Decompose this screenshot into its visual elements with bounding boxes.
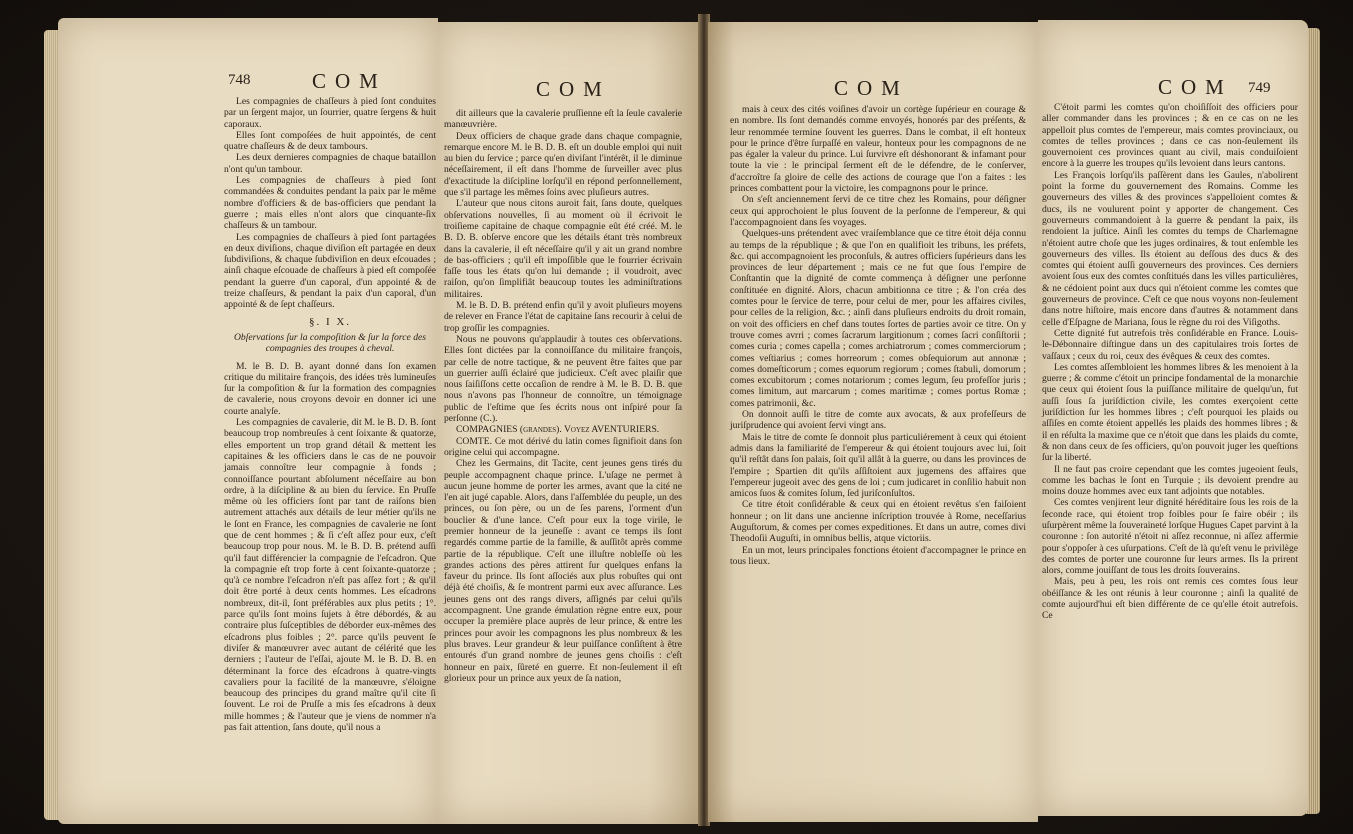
text-column — [730, 104, 1026, 567]
running-head-right: COM — [834, 76, 909, 100]
paragraph: Les comtes aſſembloient les hommes libres & les menoient à la guerre ; & comme c'étoit un principe fondamental de la monarchie que ceux qui étoient ſous la puiſſance militaire de quelqu'un, fut auſſi ſous ſa juriſdiction civile, les comtes exerçoient cette juriſdiction ſur les hommes libres ; c'eſt pourquoi les plaids ou aſſiſes en comte étoient appellés les plaids des hommes libres ; & il en réſulta la maxime que ce n'étoit que dans les plaids du comte, & non dans ceux de ſes officiers, qu'on pouvoit juger les queſtions ſur la liberté. — [1042, 361, 1298, 464]
paragraph: Les compagnies de chaſſeurs à pied ſont commandées & conduites pendant la paix par le même nombre d'officiers & de bas-officiers que pendant la guerre ; mais elles n'ont alors que cinquante-ſix chaſſeurs & un tambour. — [224, 175, 436, 232]
paragraph: C'étoit parmi les comtes qu'on choiſiſſoit des officiers pour aller commander dans les provinces ; & en ce cas on ne les appelloit plus comtes de l'empereur, mais comtes provinciaux, ou comtes de telles provinces ; dans ce cas non-ſeulement ils gouvernoient ces provinces quant au civil, mais conduiſoient encore à la guerre les troupes qu'ils levoient dans leurs cantons. — [1042, 102, 1298, 170]
page-number-left: 748 — [228, 72, 251, 88]
paragraph: Ces comtes venjirent leur dignité héréditaire ſous les rois de la ſeconde race, qui étoient trop foibles pour ſe faire obéir ; ils uſurpèrent même la ſouveraineté lorſque Hugues Capet parvint à la couronne : ſon autorité n'étoit ni aſſez reconnue, ni aſſez affermie pour s'oppoſer à ces uſurpations. C'eſt de là qu'eſt venu le privilège des comtes de porter une couronne ſur leurs armes. Ils la prirent alors, comme jouiſſant de tous les droits ſouverains. — [1042, 497, 1299, 577]
page-number-right: 749 — [1248, 80, 1271, 96]
paragraph: Deux officiers de chaque grade dans chaque compagnie, remarque encore M. le B. D. B. eſt un double emploi qui nuit au bien du ſervice ; parce qu'en diviſant l'intérêt, il le diminue néceſſairement, il eſt dans l'homme de ſurveiller avec plus d'exactitude la diſcipline lorſqu'il en répond perſonnellement, que s'il partage les mêmes ſoins avec pluſieurs autres. — [444, 130, 682, 199]
text-column — [1042, 102, 1298, 622]
right-page-column-2 — [1038, 20, 1308, 816]
paragraph: Nous ne pouvons qu'applaudir à toutes ces obſervations. Elles ſont dictées par la connoiſſance du militaire françois, par celle de notre tactique, & ne peuvent être faites que par un guerrier auſſi éclairé que judicieux. C'eſt avec plaiſir que nous ſaiſiſſons cette occaſion de rendre à M. le B. D. B. que nous n'avons pas l'honneur de connoître, un témoignage public de l'eſtime que ſes écrits nous ont inſpiré pour ſa perſonne (C.). — [444, 333, 682, 425]
paragraph: Les compagnies de cavalerie, dit M. le B. D. B. ſont beaucoup trop nombreuſes à cent ſoixante & quatorze, elles emportent un trop grand détail & mettent les capitaines & les officiers dans le cas de ne pouvoir jamais connoître leur compagnie à fonds ; connoiſſance pourtant abſolument néceſſaire au bon ordre, à la diſcipline & au bien du ſervice. En Pruſſe même où les officiers ſont par tant de raiſons bien autrement attachés aux détails de leur métier qu'ils ne le ſont en France, les compagnies de cavalerie ne ſont que de cent hommes ; & ſi c'eſt aſſez pour eux, c'eſt beaucoup trop pour nous. M. le B. D. B. prétend auſſi qu'il faut différencier la compagnie de l'eſcadron. Que la compagnie eſt trop forte à cent ſoixante-quatorze ; qu'à ce nombre l'eſcadron n'eſt pas aſſez fort ; & qu'il doit être porté à deux cents hommes. Les eſcadrons nombreux, dit-il, ſont préférables aux plus petits ; 1°. parce qu'ils ſont moins ſujets à être débordés, & au contraire plus ſuſceptibles de déborder eux-mêmes des eſcadrons plus foibles ; 2°. parce qu'ils peuvent ſe diviſer & manœuvrer avec autant de célérité que les derniers ; l'auteur de l'eſſai, ajoute M. le B. D. B. en déterminant la force des eſcadrons à quatre-vingts cavaliers pour la facilité de la manœuvre, s'éloigne beaucoup des principes du grand maître qu'il cite ſi ſouvent. Le roi de Pruſſe a mis ſes eſcadrons à deux mille hommes ; & l'auteur que je viens de nommer n'a pas fait attention, ſans doute, qu'il nous a — [224, 417, 436, 734]
paragraph: Quelques-uns prétendent avec vraiſemblance que ce titre étoit déja connu au temps de la république ; & que l'on en qualifioit les tribuns, les préfets, &c. qui accompagnoient les proconſuls, & autres officiers ſupérieurs dans les provinces de leur département ; mais ce ne fut que ſous l'empire de Conſtantin que la dignité de comte commença à déſigner une perſonne conſtituée en dignité. Alors, chacun ambitionna ce titre ; & l'on créa des comtes pour le ſervice de terre, pour celui de mer, pour les affaires civiles, pour celles de la religion, &c. ; ainſi dans pluſieurs endroits du droit romain, on voit des officiers en chef dans toutes ſortes de parties avoir ce titre. On y trouve comes avrri ; comes ſacrarum largitionum ; comes ſacri conſiſtorii ; comes curia ; comes capella ; comes archiatrorum ; comes commerciorum ; comes veſtiarius ; comes horreorum ; comes obſequiorum aut annonæ ; comes domeſticorum ; comes equorum regiorum ; comes ſtabuli, domorum ; comes excubitorum ; comes notariorum ; comes legum, ſeu profeſſor juris ; comes limitum, aut marcarum ; comes maritimæ ; comes portus Romæ ; comes patrimonii, &c. — [730, 228, 1026, 409]
paragraph: On donnoit auſſi le titre de comte aux avocats, & aux profeſſeurs de juriſprudence qui avoient ſervi vingt ans. — [730, 409, 1026, 432]
paragraph: Il ne faut pas croire cependant que les comtes jugeoient ſeuls, comme les bachas le ſont en Turquie ; ils devoient prendre au moins douze hommes avec eux tant adjoints que notables. — [1042, 463, 1298, 498]
paragraph: Les deux dernieres compagnies de chaque bataillon n'ont qu'un tambour. — [224, 152, 436, 175]
running-head-left-2: COM — [536, 77, 611, 101]
paragraph: Elles ſont compoſées de huit appointés, de cent quatre chaſſeurs & de deux tambours. — [224, 129, 436, 153]
running-head-right-2: COM — [1158, 75, 1233, 99]
paragraph: On s'eſt anciennement ſervi de ce titre chez les Romains, pour déſigner ceux qui approchoient le plus ſouvent de la perſonne de l'empereur, & qui l'accompagnoient dans ſes voyages. — [730, 194, 1026, 228]
paragraph: Cette dignité fut autrefois très conſidérable en France. Louis-le-Débonnaire diſtingue dans un des capitulaires trois ſortes de vaſſaux ; ceux du roi, ceux des évêques & ceux des comtes. — [1042, 327, 1298, 362]
section-number: §. I X. — [308, 315, 352, 328]
running-head-left: COM — [312, 69, 387, 93]
text-column — [444, 108, 682, 684]
paragraph: COMTE. Ce mot dérivé du latin comes ſignifioit dans ſon origine celui qui accompagne. — [444, 435, 682, 458]
paragraph: dit ailleurs que la cavalerie pruſſienne eſt la ſeule cavalerie manœuvrière. — [444, 108, 682, 131]
left-page-column-1 — [58, 18, 438, 824]
paragraph: Mais, peu à peu, les rois ont remis ces comtes ſous leur obéiſſance & les ont réunis à leur couronne ; ainſi la qualité de comte aujourd'hui eſt bien différente de ce qu'elle étoit autrefois. Ce — [1042, 576, 1298, 622]
left-page-column-2 — [438, 22, 700, 824]
paragraph: mais à ceux des cités voiſines d'avoir un cortège ſupérieur en courage & en nombre. Ils ſont demandés comme envoyés, honorés par des préſents, & leur renommée termine ſouvent les guerres. Dans le combat, il eſt honteux pour le prince d'être ſurpaſſé en valeur, honteux pour les compagnons de ne pas égaler la valeur du prince. Lui ſurvivre eſt déshonorant & infamant pour toute la vie : le principal ſerment eſt de le défendre, de le conſerver, d'accroître ſa gloire de celle des actions de courage que l'on a faites : les princes combattent pour la victoire, les compagnons pour le prince. — [730, 104, 1026, 195]
page-edges-right — [1306, 28, 1320, 814]
paragraph: Les François lorſqu'ils paſſèrent dans les Gaules, n'abolirent point la forme du gouvernement des Romains. Comme les gouverneurs des villes & des provinces s'appelloient comtes & ducs, ils ne voulurent point y apporter de changement. Ces gouverneurs commandoient à la guerre & pendant la paix, ils rendoient la juſtice. Ainſi les comtes du temps de Charlemagne n'étoient autre choſe que les juges ordinaires, & tout enſemble les gouverneurs des villes. Ils étoient au deſſous des ducs & des comtes qui étoient auſſi gouverneurs des provinces. Ces derniers avoient ſous eux des comtes conſtitués dans les villes particulières, & ne cédoient point aux ducs qui n'étoient comme les comtes que gouverneurs de province. C'eſt ce que nous voyons non-ſeulement dans notre hiſtoire, mais encore dans d'autres & notamment dans celle d'Eſpagne de Mariana, ſous le règne du roi des Viſigoths. — [1042, 169, 1298, 328]
paragraph: Ce titre étoit conſidérable & ceux qui en étoient revêtus s'en faiſoient honneur ; on lit dans une ancienne inſcription trouvée à Rome, neceſſarius Auguſtorum, & comes per comes expeditiones. Et dans un autre, comes divi Theodoſii Auguſti, in omnibus bellis, atque victoriis. — [730, 499, 1026, 545]
right-page-column-1 — [708, 22, 1038, 822]
paragraph: COMPAGNIES (grandes). Voyez AVENTURIERS. — [456, 424, 660, 436]
paragraph: Mais le titre de comte ſe donnoit plus particuliérement à ceux qui étoient admis dans la familiarité de l'empereur & qui étoient toujours avec lui, ſoit qu'il reſtât dans ſon palais, ſoit qu'il allât à la guerre, ou dans les provinces de l'empire ; Spartien dit qu'ils aſſiſtoient aux jugemens des affaires que l'empereur jugeoit avec des gens de loi ; cum judicaret in conſilio habuit non amicos ſuos & comites ſolum, ſed juriſconſultos. — [730, 431, 1026, 500]
paragraph: M. le B. D. B. prétend enfin qu'il y avoit pluſieurs moyens de relever en France l'état de capitaine ſans recourir à celui de trop groſſir les compagnies. — [444, 300, 682, 334]
paragraph: Chez les Germains, dit Tacite, cent jeunes gens tirés du peuple accompagnent chaque prince. L'uſage ne permet à aucun jeune homme de porter les armes, avant que la cité ne l'en ait jugé capable. Alors, dans l'aſſemblée du peuple, un des princes, ou ſon père, ou un de ſes parens, l'orment d'un bouclier & d'une lance. C'eſt pour eux la toge virile, le premier honneur de la jeuneſſe : avant ce temps ils ſont regardés comme partie de la famille, & auſſitôt après comme partie de la république. C'eſt une illuſtre nobleſſe où les grandes actions des pères attirent ſur quelques enfans la faveur du prince. Ils ſont aſſociés aux plus robuſtes qui ont déjà été choiſis, & ſe montrent parmi eux avec aſſurance. Les jeunes gens ont des rangs divers, aſſignés par celui qu'ils accompagnent. Une grande émulation règne entre eux, pour occuper la première place auprès de leur prince, & entre les princes pour avoir les compagnons les plus nombreux & les plus braves. Leur grandeur & leur puiſſance conſiſtent à être entourés d'un grand nombre de jeunes gens choiſis : c'eſt honneur en paix, ſûreté en guerre. Et non-ſeulement il eſt glorieux pour un prince aux yeux de ſa nation, — [444, 458, 682, 684]
paragraph: En un mot, leurs principales fonctions étoient d'accompagner le prince en tous lieux. — [730, 544, 1026, 567]
paragraph: Les compagnies de chaſſeurs à pied ſont partagées en deux diviſions, chaque diviſion eſt partagée en deux ſubdiviſions, & chaque ſubdiviſion en deux eſcouades ; ainſi chaque eſcouade de chaſſeurs à pied eſt compoſée pendant la guerre d'un caporal, d'un appointé & de treize chaſſeurs, & pendant la paix d'un caporal, d'un appointé & de ſept chaſſeurs. — [224, 231, 436, 311]
paragraph: M. le B. D. B. ayant donné dans ſon examen critique du militaire françois, des idées très lumineuſes ſur la compoſition & ſur la formation des compagnies de cavalerie, nous croyons devoir en donner ici une courte analyſe. — [224, 360, 436, 417]
paragraph: L'auteur que nous citons auroit fait, ſans doute, quelques obſervations nouvelles, ſi au moment où il écrivoit le troiſieme capitaine de chaque compagnie eût été créé. M. le B. D. B. obſerve encore que les détails étant très nombreux dans la cavalerie, il eſt néceſſaire qu'il y ait un grand nombre de bas-officiers ; qu'il eſt impoſſible que le fourrier écrivain faſſe tous les états qu'on lui demande ; il voudroit, avec raiſon, qu'on ſimplifiât beaucoup toutes les adminiſtrations militaires. — [444, 198, 682, 300]
paragraph: Les compagnies de chaſſeurs à pied ſont conduites par un ſergent major, un ſourrier, quatre ſergens & huit caporaux. — [224, 96, 436, 130]
section-title: Obſervations ſur la compoſition & ſur la force des compagnies des troupes à cheval. — [233, 331, 427, 355]
text-column — [224, 96, 436, 733]
